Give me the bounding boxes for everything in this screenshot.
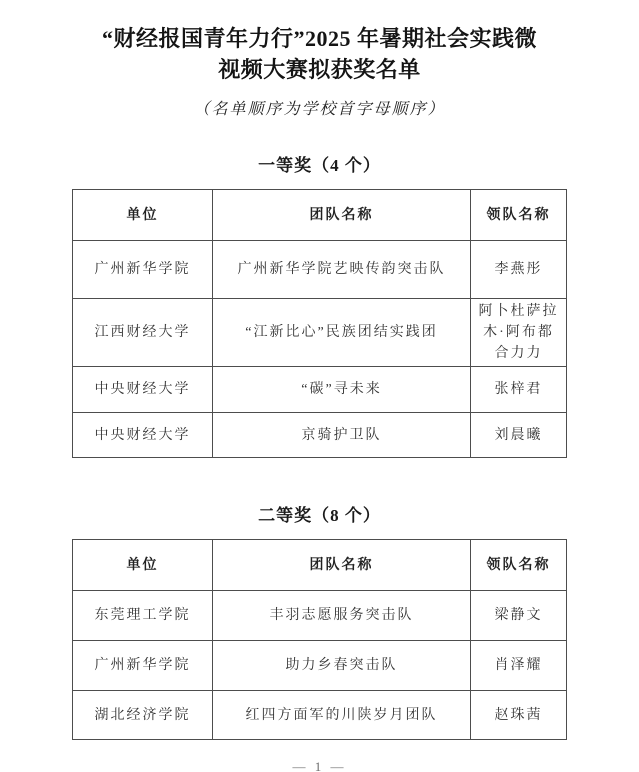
column-header-team: 团队名称 <box>213 540 471 591</box>
table-row <box>73 367 567 413</box>
second-prize-table <box>72 539 567 740</box>
team-cell: 广州新华学院艺映传韵突击队 <box>213 241 471 299</box>
unit-cell: 东莞理工学院 <box>73 591 213 641</box>
table-row <box>73 413 567 458</box>
column-header-leader: 领队名称 <box>471 190 567 241</box>
leader-cell: 张梓君 <box>471 367 567 413</box>
team-cell: “江新比心”民族团结实践团 <box>213 299 471 367</box>
column-header-leader: 领队名称 <box>471 540 567 591</box>
unit-cell: 江西财经大学 <box>73 299 213 367</box>
team-cell: 红四方面军的川陕岁月团队 <box>213 691 471 740</box>
column-header-team: 团队名称 <box>213 190 471 241</box>
page-title-line2: 视频大赛拟获奖名单 <box>218 57 421 82</box>
team-cell: 丰羽志愿服务突击队 <box>213 591 471 641</box>
table-row <box>73 691 567 740</box>
page-title-line1: “财经报国青年力行”2025 年暑期社会实践微 <box>101 26 537 51</box>
leader-cell: 梁静文 <box>471 591 567 641</box>
leader-cell: 阿卜杜萨拉木·阿布都合力力 <box>471 299 567 367</box>
leader-cell: 李燕彤 <box>471 241 567 299</box>
team-cell: 助力乡春突击队 <box>213 641 471 691</box>
team-cell: “碳”寻未来 <box>213 367 471 413</box>
leader-cell: 肖泽耀 <box>471 641 567 691</box>
unit-cell: 广州新华学院 <box>73 641 213 691</box>
leader-cell: 刘晨曦 <box>471 413 567 458</box>
first-prize-table <box>72 189 567 458</box>
leader-cell: 赵珠茜 <box>471 691 567 740</box>
page-subtitle: （名单顺序为学校首字母顺序） <box>193 101 446 118</box>
table-row <box>73 591 567 641</box>
table-row <box>73 299 567 367</box>
page-title <box>0 23 639 85</box>
section-heading-first-prize: 一等奖（4 个） <box>258 156 381 175</box>
unit-cell: 中央财经大学 <box>73 367 213 413</box>
page-number: — 1 — <box>292 759 347 772</box>
unit-cell: 中央财经大学 <box>73 413 213 458</box>
table-header-row <box>73 540 567 591</box>
unit-cell: 湖北经济学院 <box>73 691 213 740</box>
section-heading-second-prize: 二等奖（8 个） <box>258 506 381 525</box>
column-header-unit: 单位 <box>73 540 213 591</box>
column-header-unit: 单位 <box>73 190 213 241</box>
team-cell: 京骑护卫队 <box>213 413 471 458</box>
table-row <box>73 641 567 691</box>
unit-cell: 广州新华学院 <box>73 241 213 299</box>
table-row <box>73 241 567 299</box>
table-header-row <box>73 190 567 241</box>
